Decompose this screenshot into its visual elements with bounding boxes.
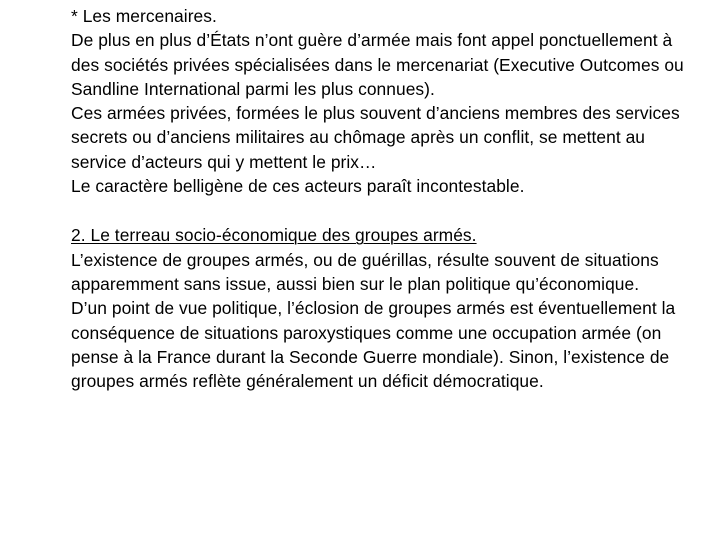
- text-body: [71, 4, 686, 393]
- section-spacer: [71, 198, 686, 223]
- paragraph-caractere-belligene: Le caractère belligène de ces acteurs paraît incontestable.: [71, 176, 525, 197]
- paragraph-point-de-vue-politique: D’un point de vue politique, l’éclosion de groupes armés est éventuellement la conséquence de situations paroxystiques comme une occupation armée (on pense à la France durant la Seconde Guerre mondiale). Sinon, l’existence de groupes armés reflète généralement un déficit démocratique.: [71, 298, 676, 392]
- paragraph-armees-privees: Ces armées privées, formées le plus souvent d’anciens membres des services secrets ou d’anciens militaires au chômage après un conflit, se mettent au service d’acteurs qui y mettent le prix…: [71, 103, 680, 172]
- paragraph-mercenariat: De plus en plus d’États n’ont guère d’armée mais font appel ponctuellement à des sociétés privées spécialisées dans le mercenariat (Executive Outcomes ou Sandline International parmi les plus connues).: [71, 30, 684, 99]
- section-title-mercenaires: * Les mercenaires.: [71, 6, 217, 26]
- section-heading-terreau: 2. Le terreau socio-économique des groupes armés.: [71, 225, 477, 246]
- paragraph-existence-groupes: L’existence de groupes armés, ou de guérillas, résulte souvent de situations apparemment sans issue, aussi bien sur le plan politique qu’économique.: [71, 249, 659, 294]
